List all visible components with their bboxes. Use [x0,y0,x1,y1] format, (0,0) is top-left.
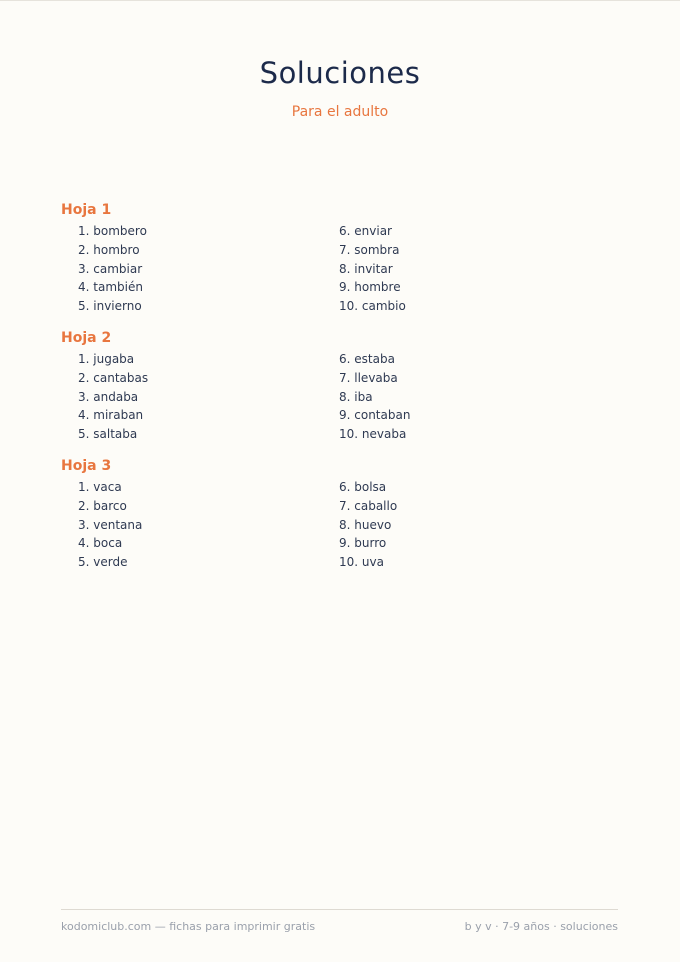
section-hoja-2 [61,328,621,444]
answer-item: 8. invitar [339,261,393,276]
answer-item: 2. barco [78,498,127,513]
answer-item: 1. vaca [78,479,122,494]
answer-item: 10. uva [339,555,384,570]
answer-item: 7. llevaba [339,370,398,385]
answer-item: 10. cambio [339,299,406,314]
page-subtitle: Para el adulto [291,104,389,120]
answer-item: 6. estaba [339,351,395,366]
section-title: Hoja 2 [61,329,112,346]
section-hoja-1 [61,200,621,316]
left-column [61,222,339,316]
answer-item: 10. nevaba [339,427,407,442]
answer-item: 2. hombro [78,242,140,257]
answer-item: 8. iba [339,389,373,404]
answer-item: 7. caballo [339,498,398,513]
answer-item: 4. miraban [78,408,144,423]
answer-item: 6. bolsa [339,479,387,494]
answer-item: 9. burro [339,536,387,551]
answer-item: 1. jugaba [78,351,135,366]
answer-item: 3. ventana [78,517,143,532]
solutions-list [61,200,621,584]
left-column [61,478,339,572]
answer-item: 2. cantabas [78,370,149,385]
answer-item: 5. invierno [78,299,142,314]
footer-site-text: kodomiclub.com — fichas para imprimir gratis [61,920,316,933]
answer-item: 5. saltaba [78,427,138,442]
footer-divider [61,909,618,910]
section-title: Hoja 1 [61,202,112,218]
left-column [61,350,339,444]
answer-item: 4. boca [78,536,123,551]
answer-item: 5. verde [78,555,128,570]
right-column [339,350,617,444]
answer-item: 7. sombra [339,242,400,257]
page-title: Soluciones [259,56,421,90]
right-column [339,478,617,572]
answer-item: 9. contaban [339,408,411,423]
answer-item: 3. andaba [78,389,139,404]
footer-worksheet-info: b y v · 7-9 años · soluciones [464,920,618,933]
section-title: Hoja 3 [61,457,112,474]
answer-item: 4. también [78,280,143,295]
answer-item: 3. cambiar [78,261,143,276]
right-column [339,222,617,316]
answer-item: 6. enviar [339,224,392,238]
answer-item: 9. hombre [339,280,401,295]
section-hoja-3 [61,456,621,572]
answer-item: 8. huevo [339,517,392,532]
answer-item: 1. bombero [78,224,147,238]
